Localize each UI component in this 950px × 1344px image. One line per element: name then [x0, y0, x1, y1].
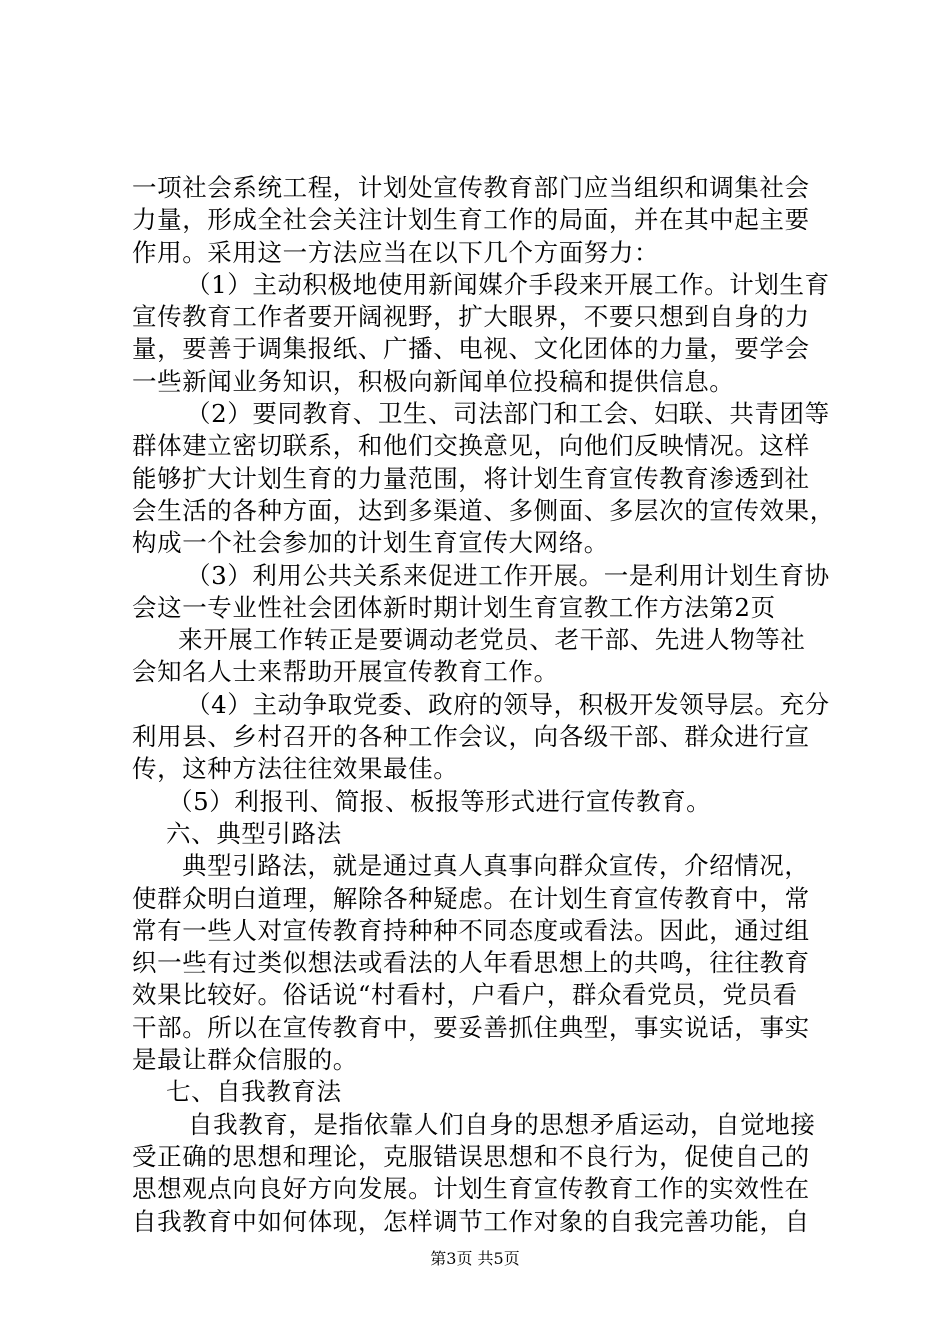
text-line: 传，这种方法往往效果最佳。: [132, 754, 459, 784]
text-line: （2）要同教育、卫生、司法部门和工会、妇联、共青团等: [186, 399, 830, 429]
text-line: 量，要善于调集报纸、广播、电视、文化团体的力量，要学会: [132, 334, 810, 364]
text-line: 会生活的各种方面，达到多渠道、多侧面、多层次的宣传效果，: [132, 495, 835, 525]
text-line: 利用县、乡村召开的各种工作会议，向各级干部、群众进行宣: [132, 722, 810, 752]
text-line: 使群众明白道理，解除各种疑虑。在计划生育宣传教育中，常: [132, 883, 810, 913]
text-line: （1）主动积极地使用新闻媒介手段来开展工作。计划生育: [186, 269, 830, 299]
text-line: 能够扩大计划生育的力量范围，将计划生育宣传教育渗透到社: [132, 463, 810, 493]
text-line: （3）利用公共关系来促进工作开展。一是利用计划生育协: [186, 560, 830, 590]
text-line: 作用。采用这一方法应当在以下几个方面努力：: [132, 237, 660, 267]
text-line: 会知名人士来帮助开展宣传教育工作。: [132, 657, 559, 687]
text-line: （4）主动争取党委、政府的领导，积极开发领导层。充分: [186, 689, 830, 719]
text-line: 六、典型引路法: [166, 818, 342, 848]
text-line: 常有一些人对宣传教育持种种不同态度或看法。因此，通过组: [132, 915, 810, 945]
text-line: 一项社会系统工程，计划处宣传教育部门应当组织和调集社会: [132, 173, 810, 202]
text-line: 力量，形成全社会关注计划生育工作的局面，并在其中起主要: [132, 205, 810, 235]
text-line: 来开展工作转正是要调动老党员、老干部、先进人物等社: [178, 625, 806, 655]
text-line: 宣传教育工作者要开阔视野，扩大眼界，不要只想到自身的力: [132, 302, 810, 332]
text-line: 一些新闻业务知识，积极向新闻单位投稿和提供信息。: [132, 366, 735, 396]
text-line: 会这一专业性社会团体新时期计划生育宣教工作方法第2页: [132, 592, 776, 622]
text-line: 是最让群众信服的。: [132, 1045, 358, 1075]
text-line: 受正确的思想和理论，克服错误思想和不良行为，促使自己的: [132, 1141, 810, 1171]
text-line: 群体建立密切联系，和他们交换意见，向他们反映情况。这样: [132, 431, 810, 461]
text-line: 织一些有过类似想法或看法的人年看思想上的共鸣，往往教育: [132, 948, 810, 978]
document-body: [132, 172, 835, 1238]
text-line: 干部。所以在宣传教育中，要妥善抓住典型，事实说话，事实: [132, 1012, 810, 1042]
text-line: 自我教育中如何体现，怎样调节工作对象的自我完善功能，自: [132, 1206, 810, 1236]
text-line: （5）利报刊、简报、板报等形式进行宣传教育。: [168, 786, 712, 816]
text-line: 七、自我教育法: [166, 1077, 342, 1107]
text-line: 构成一个社会参加的计划生育宣传大网络。: [132, 528, 609, 558]
text-line: 思想观点向良好方向发展。计划生育宣传教育工作的实效性在: [132, 1174, 810, 1204]
text-line: 自我教育，是指依靠人们自身的思想矛盾运动，自觉地接: [188, 1109, 816, 1139]
page-footer: 第3页 共5页: [430, 1249, 520, 1268]
text-line: 典型引路法，就是通过真人真事向群众宣传，介绍情况，: [182, 851, 810, 881]
text-line: 效果比较好。俗话说“村看村，户看户，群众看党员，党员看: [132, 980, 798, 1010]
